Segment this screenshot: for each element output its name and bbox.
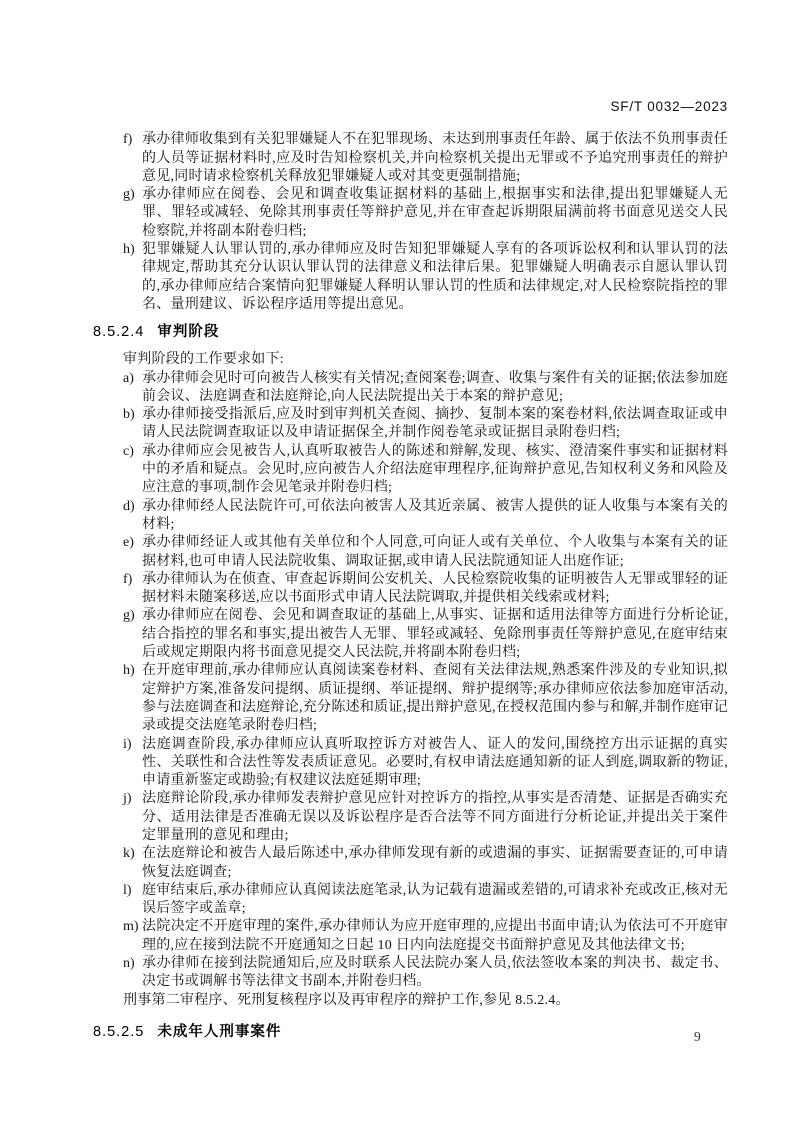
list-item-label: b) xyxy=(123,407,135,423)
list-item xyxy=(93,845,728,882)
list-item-text: 承办律师经证人或其他有关单位和个人同意,可向证人或有关单位、个人收集与本案有关的证据材料,也可申请人民法院收集、调取证据,或申请人民法院通知证人出庭作证; xyxy=(142,535,728,569)
clause-number: 8.5.2.4 xyxy=(93,324,145,341)
list-item-text: 法庭辩论阶段,承办律师发表辩护意见应针对控诉方的指控,从事实是否清楚、证据是否确实充分、适用法律是否准确无误以及诉讼程序是否合法等不同方面进行分析论证,并提出关于案件定罪量刑的意见和理由; xyxy=(142,791,728,843)
list-item-label: g) xyxy=(123,608,135,624)
list-item xyxy=(93,736,728,791)
trial-stage-list xyxy=(93,370,728,992)
list-item-text: 承办律师应在阅卷、会见和调查取证的基础上,从事实、证据和适用法律等方面进行分析论证,结合指控的罪名和事实,提出被告人无罪、罪轻或减轻、免除刑事责任等辩护意见,在庭审结束后或规定期限内将书面意见提交人民法院,并将副本附卷归档; xyxy=(142,608,728,661)
clause-title: 审判阶段 xyxy=(157,324,220,341)
list-item xyxy=(93,571,728,608)
trial-stage-intro: 审判阶段的工作要求如下: xyxy=(123,352,284,368)
list-item xyxy=(93,370,728,407)
list-item-label: k) xyxy=(123,846,135,862)
list-item-text: 在开庭审理前,承办律师应认真阅读案卷材料、查阅有关法律法规,熟悉案件涉及的专业知识,拟定辩护方案,准备发问提纲、质证提纲、举证提纲、辩护提纲等;承办律师应依法参加庭审活动,参与法庭调查和法庭辩论,充分陈述和质证,提出辩护意见,在授权范围内参与和解,并制作庭审记录或提交法庭笔录附卷归档; xyxy=(142,663,728,734)
list-item xyxy=(93,918,728,955)
list-item xyxy=(93,534,728,571)
list-item-text: 庭审结束后,承办律师应认真阅读法庭笔录,认为记载有遗漏或差错的,可请求补充或改正,核对无误后签字或盖章; xyxy=(142,882,728,917)
section-heading-trial-stage xyxy=(93,323,728,342)
page-header xyxy=(93,98,728,116)
page-content xyxy=(93,98,728,1051)
list-item-text: 在法庭辩论和被告人最后陈述中,承办律师发现有新的或遗漏的事实、证据需要查证的,可申请恢复法庭调查; xyxy=(142,846,728,880)
list-item xyxy=(93,241,728,314)
list-item xyxy=(93,406,728,443)
clause-number: 8.5.2.5 xyxy=(93,1023,145,1040)
list-item-text: 法庭调查阶段,承办律师应认真听取控诉方对被告人、证人的发问,围绕控方出示证据的真实性、关联性和合法性等发表质证意见。必要时,有权申请法庭通知新的证人到庭,调取新的物证,申请重新鉴定或勘验;有权建议法庭延期审理; xyxy=(142,736,728,789)
list-item-label: d) xyxy=(123,498,135,514)
list-item-label: j) xyxy=(123,791,132,807)
list-item-label: n) xyxy=(123,956,135,972)
list-item xyxy=(93,498,728,535)
list-item-text: 承办律师在接到法院通知后,应及时联系人民法院办案人员,依法签收本案的判决书、裁定书、决定书或调解书等法律文书副本,并附卷归档。 xyxy=(142,956,728,990)
list-item-label: e) xyxy=(123,535,134,551)
list-item-text: 承办律师应会见被告人,认真听取被告人的陈述和辩解,发现、核实、澄清案件事实和证据材料中的矛盾和疑点。会见时,应向被告人介绍法庭审理程序,征询辩护意见,告知权利义务和风险及应注意的事项,制作会见笔录并附卷归档; xyxy=(142,443,728,496)
list-item xyxy=(93,790,728,845)
list-item-label: i) xyxy=(123,736,132,752)
list-item-label: f) xyxy=(123,132,133,148)
list-item xyxy=(93,131,728,186)
list-item-text: 承办律师会见时可向被告人核实有关情况;查阅案卷;调查、收集与案件有关的证据;依法参加庭前会议、法庭调查和法庭辩论,向人民法院提出关于本案的辩护意见; xyxy=(142,370,728,404)
list-item-text: 犯罪嫌疑人认罪认罚的,承办律师应及时告知犯罪嫌疑人享有的各项诉讼权利和认罪认罚的法律规定,帮助其充分认识认罪认罚的法律意义和法律后果。犯罪嫌疑人明确表示自愿认罪认罚的,承办律师应结合案情向犯罪嫌疑人释明认罪认罚的性质和法律规定,对人民检察院指控的罪名、量刑建议、诉讼程序适用等提出意见。 xyxy=(142,242,728,312)
list-item xyxy=(93,607,728,662)
list-item-text: 承办律师经人民法院许可,可依法向被害人及其近亲属、被害人提供的证人收集与本案有关的材料; xyxy=(142,498,728,532)
list-item xyxy=(93,882,728,919)
trial-stage-note: 刑事第二审程序、死刑复核程序以及再审程序的辩护工作,参见 8.5.2.4。 xyxy=(123,992,570,1008)
clause-title: 未成年人刑事案件 xyxy=(157,1023,282,1040)
section-heading-minor-cases xyxy=(93,1023,728,1042)
list-item-text: 承办律师认为在侦查、审查起诉期间公安机关、人民检察院收集的证明被告人无罪或罪轻的证据材料未随案移送,应以书面形式申请人民法院调取,并提供相关线索或材料; xyxy=(142,571,728,606)
list-item-text: 承办律师接受指派后,应及时到审判机关查阅、摘抄、复制本案的案卷材料,依法调查取证或申请人民法院调查取证以及申请证据保全,并制作阅卷笔录或证据目录附卷归档; xyxy=(142,407,728,441)
list-item-label: f) xyxy=(123,571,133,587)
list-item xyxy=(93,443,728,498)
review-stage-list xyxy=(93,131,728,314)
list-item-label: c) xyxy=(123,443,134,459)
list-item-label: h) xyxy=(123,663,135,679)
list-item-label: l) xyxy=(123,882,132,898)
list-item xyxy=(93,186,728,241)
list-item-text: 承办律师应在阅卷、会见和调查收集证据材料的基础上,根据事实和法律,提出犯罪嫌疑人无罪、罪轻或减轻、免除其刑事责任等辩护意见,并在审查起诉期限届满前将书面意见送交人民检察院,并将副本附卷归档; xyxy=(142,187,728,239)
list-item xyxy=(93,955,728,992)
list-item-text: 承办律师收集到有关犯罪嫌疑人不在犯罪现场、未达到刑事责任年龄、属于依法不负刑事责任的人员等证据材料时,应及时告知检察机关,并向检察机关提出无罪或不予追究刑事责任的辩护意见,同时请求检察机关释放犯罪嫌疑人或对其变更强制措施; xyxy=(142,132,728,184)
list-item-label: a) xyxy=(123,370,134,386)
list-item-label: h) xyxy=(123,242,135,258)
list-item-label: g) xyxy=(123,187,135,203)
list-item-text: 法院决定不开庭审理的案件,承办律师认为应开庭审理的,应提出书面申请;认为依法可不开庭审理的,应在接到法院不开庭通知之日起 10 日内向法庭提交书面辩护意见及其他法律文书; xyxy=(142,919,728,953)
list-item-label: m) xyxy=(123,919,139,935)
standard-code: SF/T 0032—2023 xyxy=(610,99,728,114)
page-number: 9 xyxy=(694,1029,701,1044)
list-item xyxy=(93,662,728,735)
